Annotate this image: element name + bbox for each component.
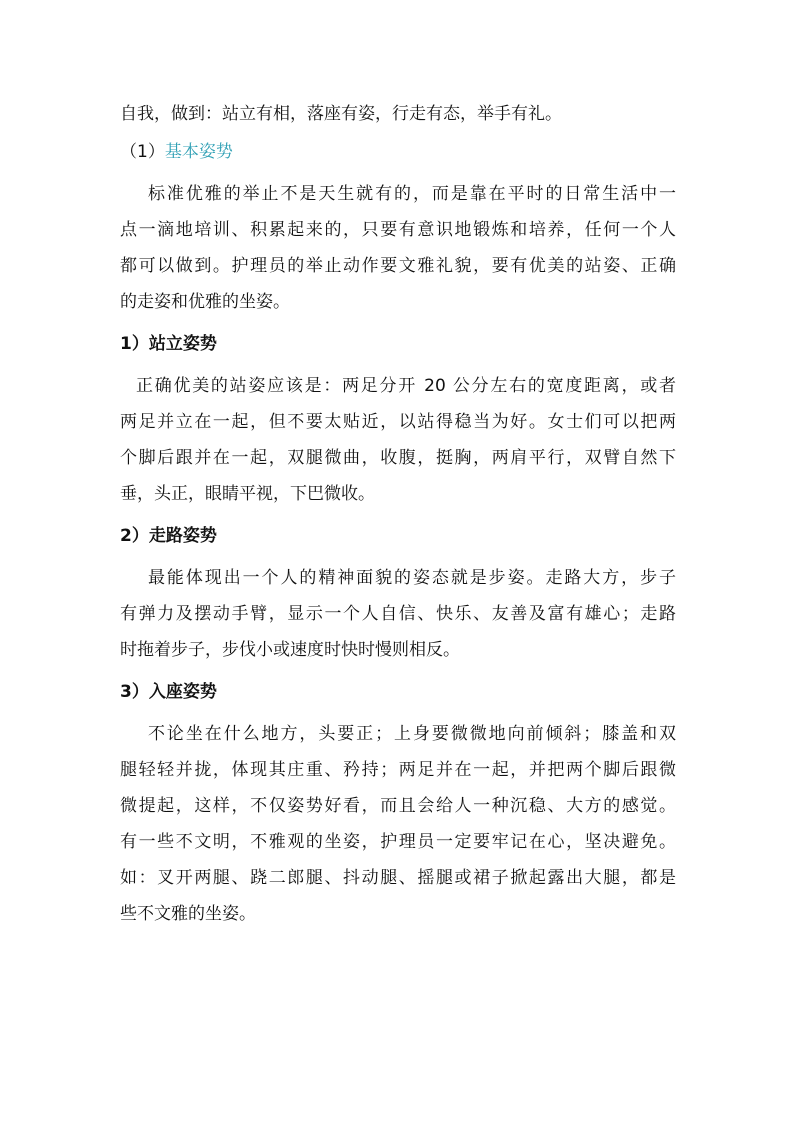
intro-line: 自我，做到：站立有相，落座有姿，行走有态，举手有礼。 <box>120 104 562 124</box>
document-body <box>120 96 676 932</box>
paragraph-line: 不论坐在什么地方，头要正；上身要微微地向前倾斜；膝盖和双 <box>148 724 676 744</box>
paragraph-line: 有弹力及摆动手臂，显示一个人自信、快乐、友善及富有雄心；走路 <box>120 604 676 624</box>
paragraph-line: 有一些不文明，不雅观的坐姿，护理员一定要牢记在心，坚决避免。 <box>120 832 676 852</box>
paragraph-standing <box>120 368 676 512</box>
subheading-walking: 2）走路姿势 <box>120 526 217 546</box>
paragraph-line: 点一滴地培训、积累起来的，只要有意识地锻炼和培养，任何一个人 <box>120 220 676 240</box>
section-heading-basic-posture <box>120 134 676 170</box>
paragraph-line: 正确优美的站姿应该是：两足分开 20 公分左右的宽度距离，或者 <box>136 376 676 396</box>
paragraph-sitting <box>120 716 676 932</box>
paragraph-line: 的走姿和优雅的坐姿。 <box>120 292 290 312</box>
paragraph-line: 腿轻轻并拢，体现其庄重、矜持；两足并在一起，并把两个脚后跟微 <box>120 760 676 780</box>
paragraph-line: 些不文雅的坐姿。 <box>120 904 256 924</box>
paragraph-walking <box>120 560 676 668</box>
paragraph-basic-posture <box>120 176 676 320</box>
section-title: 基本姿势 <box>164 142 233 162</box>
paragraph-line: 两足并立在一起，但不要太贴近，以站得稳当为好。女士们可以把两 <box>120 412 676 432</box>
paragraph-line: 最能体现出一个人的精神面貌的姿态就是步姿。走路大方，步子 <box>148 568 676 588</box>
paragraph-line: 都可以做到。护理员的举止动作要文雅礼貌，要有优美的站姿、正确 <box>120 256 676 276</box>
paragraph-line: 如：叉开两腿、跷二郎腿、抖动腿、摇腿或裙子掀起露出大腿，都是 <box>120 868 676 888</box>
subheading-standing: 1）站立姿势 <box>120 334 217 354</box>
section-number: （1） <box>120 142 165 162</box>
paragraph-line: 垂，头正，眼睛平视，下巴微收。 <box>120 484 375 504</box>
paragraph-line: 个脚后跟并在一起，双腿微曲，收腹，挺胸，两肩平行，双臂自然下 <box>120 448 676 468</box>
paragraph-line: 微提起，这样，不仅姿势好看，而且会给人一种沉稳、大方的感觉。 <box>120 796 676 816</box>
subheading-sitting: 3）入座姿势 <box>120 682 217 702</box>
paragraph-line: 时拖着步子，步伐小或速度时快时慢则相反。 <box>120 640 460 660</box>
paragraph-line: 标准优雅的举止不是天生就有的，而是靠在平时的日常生活中一 <box>148 184 676 204</box>
